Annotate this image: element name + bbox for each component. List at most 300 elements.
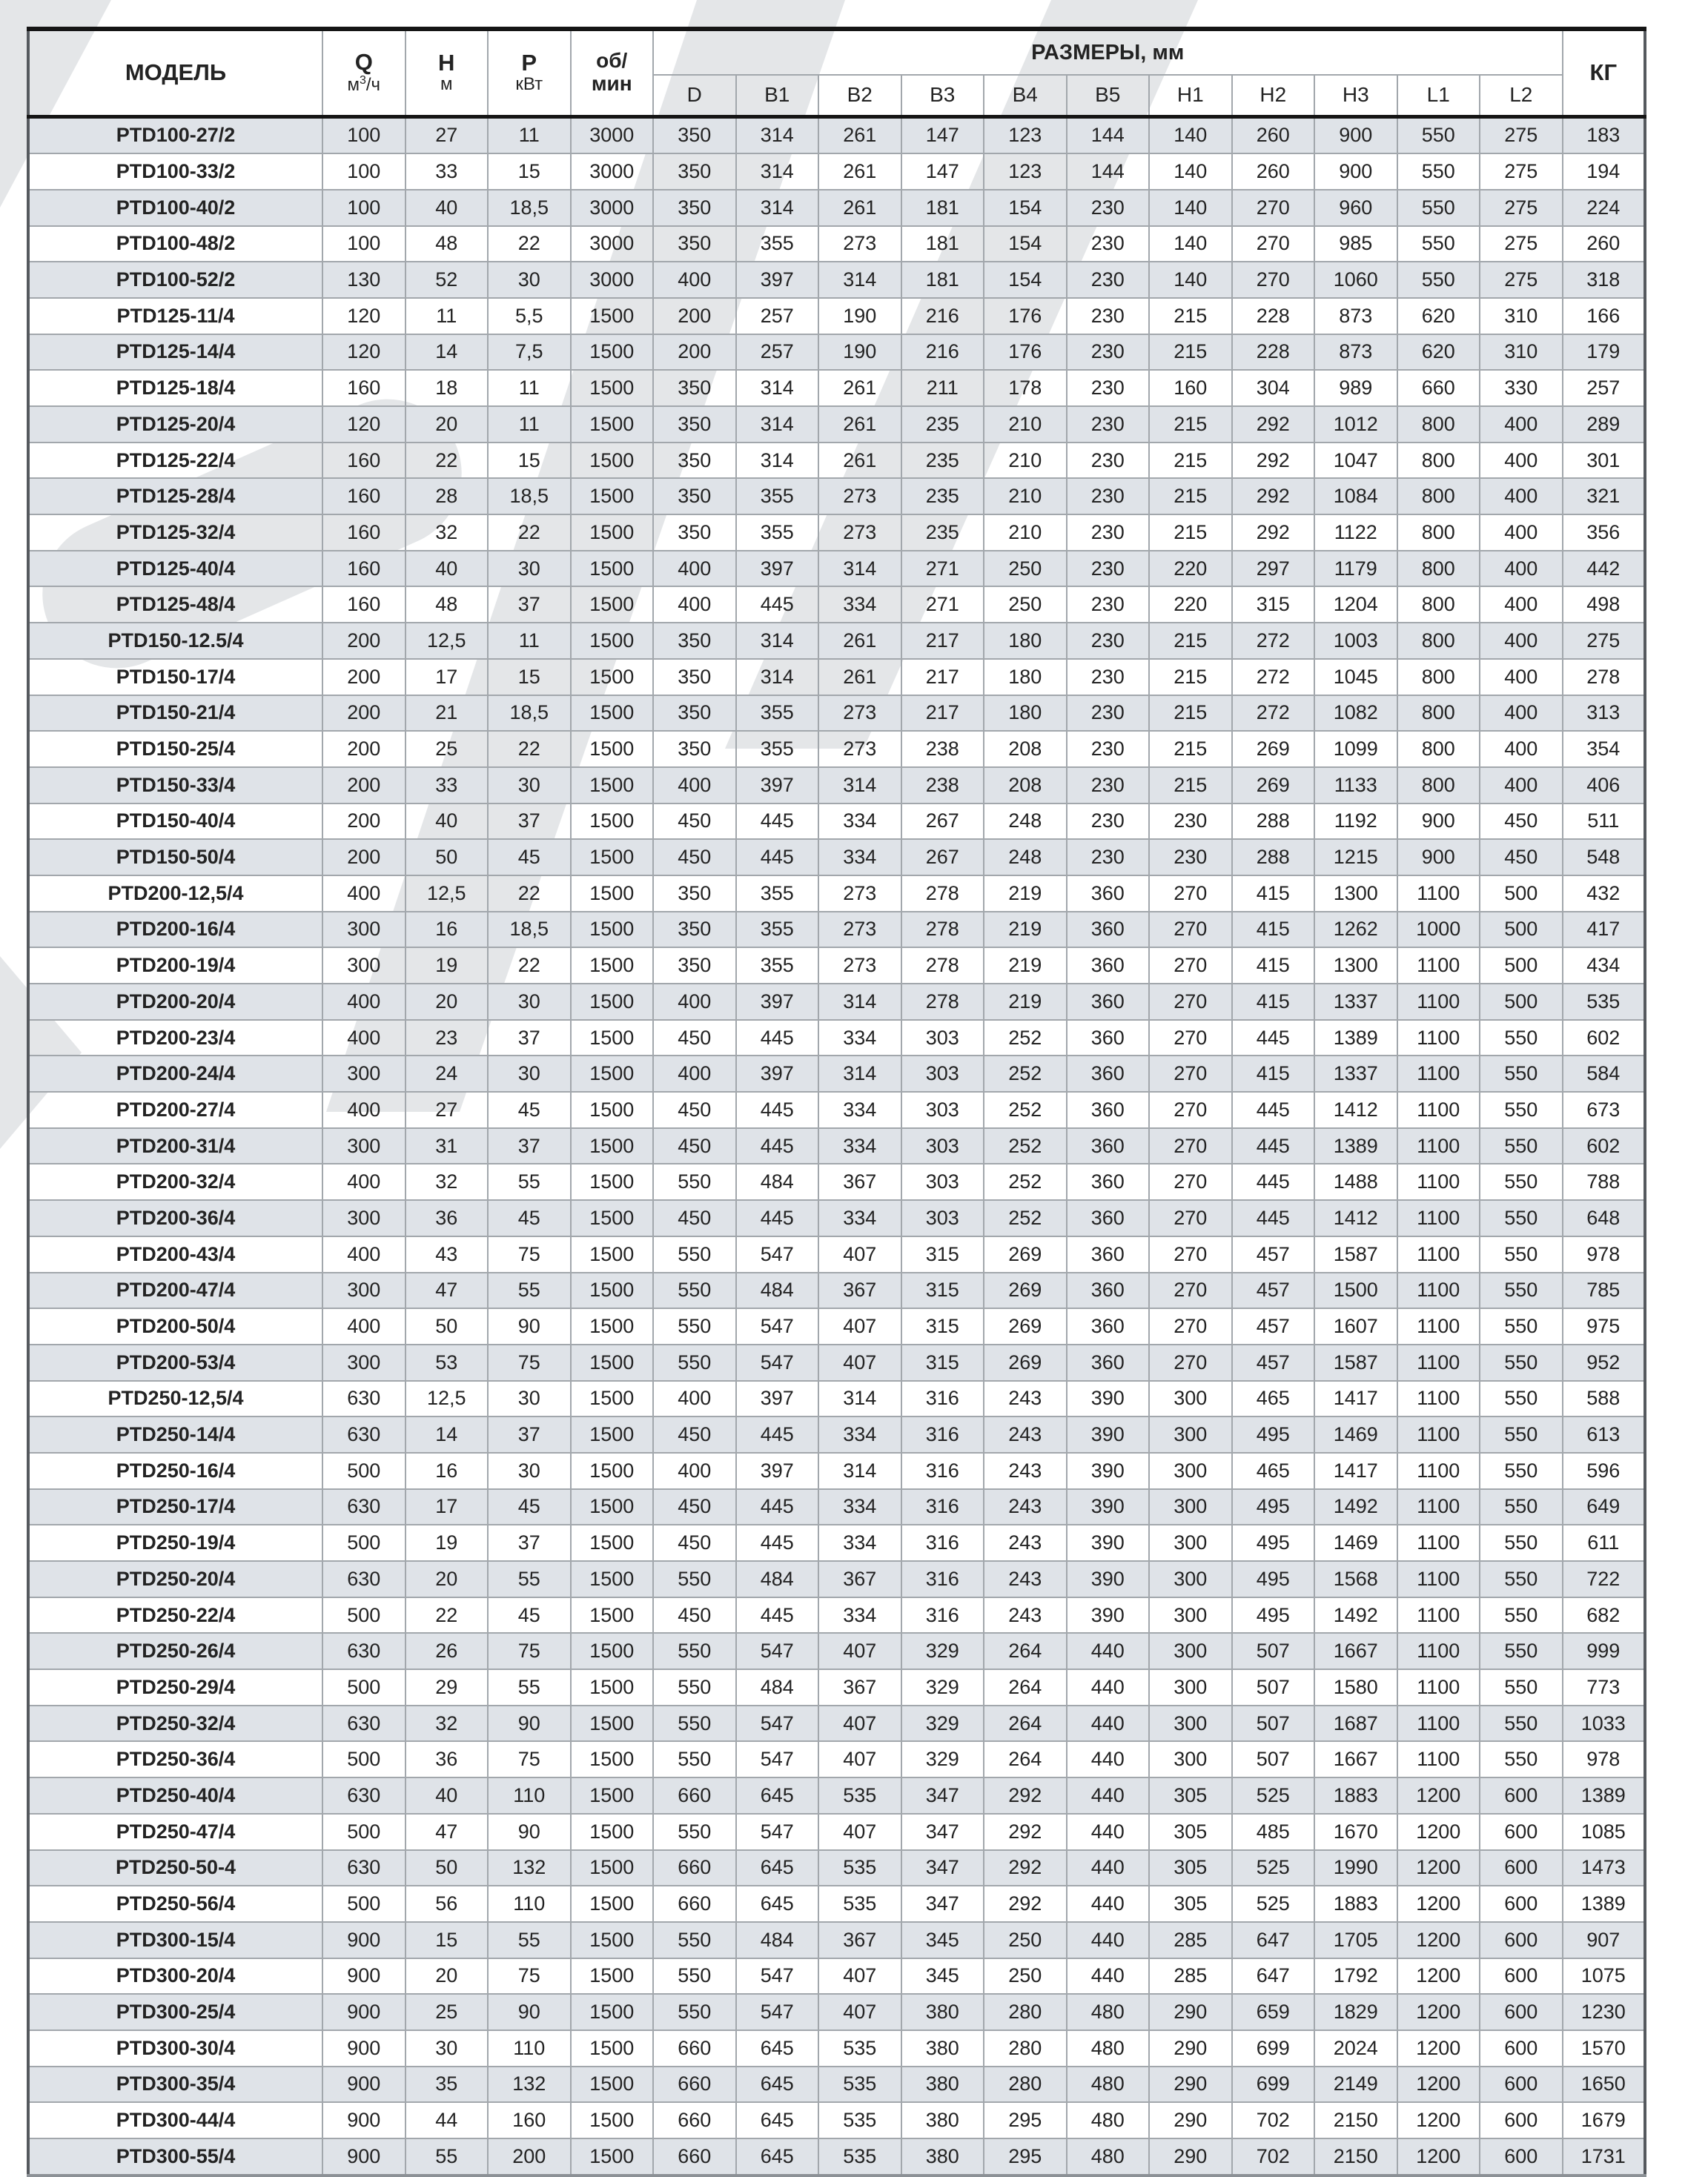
value-cell: 380 — [901, 2030, 984, 2067]
value-cell: 215 — [1149, 767, 1232, 803]
value-cell: 1389 — [1314, 1020, 1397, 1056]
value-cell: 45 — [488, 1092, 571, 1128]
value-cell: 275 — [1480, 262, 1563, 298]
table-row — [28, 406, 1645, 443]
value-cell: 360 — [1067, 1164, 1150, 1200]
value-cell: 230 — [1067, 767, 1150, 803]
value-cell: 224 — [1563, 190, 1646, 226]
model-cell: PTD250-20/4 — [28, 1561, 322, 1597]
value-cell: 602 — [1563, 1020, 1646, 1056]
value-cell: 18,5 — [488, 478, 571, 514]
value-cell: 261 — [818, 406, 901, 443]
value-cell: 1082 — [1314, 695, 1397, 732]
value-cell: 660 — [653, 2067, 736, 2103]
value-cell: 550 — [653, 1922, 736, 1958]
value-cell: 450 — [653, 1597, 736, 1634]
table-row — [28, 1200, 1645, 1236]
value-cell: 217 — [901, 695, 984, 732]
value-cell: 400 — [1480, 478, 1563, 514]
value-cell: 440 — [1067, 1741, 1150, 1777]
table-row — [28, 2138, 1645, 2176]
value-cell: 22 — [488, 226, 571, 262]
column-header-b3: B3 — [901, 75, 984, 116]
value-cell: 300 — [322, 947, 406, 984]
value-cell: 278 — [901, 912, 984, 948]
table-row — [28, 1525, 1645, 1561]
value-cell: 648 — [1563, 1200, 1646, 1236]
value-cell: 230 — [1067, 803, 1150, 840]
value-cell: 380 — [901, 2138, 984, 2176]
value-cell: 1500 — [571, 1453, 654, 1489]
value-cell: 900 — [322, 2067, 406, 2103]
value-cell: 800 — [1397, 443, 1480, 479]
value-cell: 800 — [1397, 586, 1480, 623]
value-cell: 535 — [818, 1886, 901, 1922]
value-cell: 270 — [1149, 1200, 1232, 1236]
value-cell: 985 — [1314, 226, 1397, 262]
value-cell: 415 — [1232, 912, 1315, 948]
value-cell: 400 — [653, 586, 736, 623]
value-cell: 252 — [984, 1092, 1067, 1128]
value-cell: 450 — [1480, 803, 1563, 840]
value-cell: 30 — [488, 1453, 571, 1489]
value-cell: 24 — [406, 1056, 489, 1092]
value-cell: 1500 — [571, 370, 654, 406]
value-cell: 550 — [1480, 1525, 1563, 1561]
value-cell: 630 — [322, 1633, 406, 1669]
value-cell: 252 — [984, 1164, 1067, 1200]
value-cell: 350 — [653, 116, 736, 153]
value-cell: 484 — [736, 1669, 819, 1706]
value-cell: 56 — [406, 1886, 489, 1922]
value-cell: 397 — [736, 767, 819, 803]
value-cell: 11 — [406, 298, 489, 334]
value-cell: 400 — [322, 984, 406, 1020]
value-cell: 267 — [901, 803, 984, 840]
value-cell: 450 — [653, 1200, 736, 1236]
value-cell: 32 — [406, 1706, 489, 1742]
value-cell: 550 — [653, 1994, 736, 2030]
value-cell: 200 — [322, 695, 406, 732]
model-cell: PTD200-16/4 — [28, 912, 322, 948]
value-cell: 278 — [1563, 659, 1646, 695]
value-cell: 380 — [901, 2102, 984, 2138]
value-cell: 1607 — [1314, 1308, 1397, 1345]
value-cell: 228 — [1232, 334, 1315, 371]
value-cell: 355 — [736, 912, 819, 948]
value-cell: 380 — [901, 2067, 984, 2103]
value-cell: 952 — [1563, 1345, 1646, 1381]
value-cell: 722 — [1563, 1561, 1646, 1597]
value-cell: 1412 — [1314, 1092, 1397, 1128]
model-cell: PTD150-40/4 — [28, 803, 322, 840]
value-cell: 300 — [1149, 1453, 1232, 1489]
value-cell: 272 — [1232, 623, 1315, 659]
value-cell: 37 — [488, 1128, 571, 1164]
model-cell: PTD150-21/4 — [28, 695, 322, 732]
value-cell: 314 — [736, 623, 819, 659]
model-cell: PTD300-20/4 — [28, 1958, 322, 1995]
table-header — [28, 29, 1645, 116]
table-row — [28, 478, 1645, 514]
value-cell: 22 — [488, 731, 571, 767]
value-cell: 303 — [901, 1164, 984, 1200]
model-cell: PTD250-12,5/4 — [28, 1381, 322, 1417]
value-cell: 257 — [736, 298, 819, 334]
value-cell: 1500 — [571, 1416, 654, 1453]
value-cell: 1469 — [1314, 1416, 1397, 1453]
value-cell: 273 — [818, 875, 901, 912]
value-cell: 450 — [1480, 839, 1563, 875]
model-cell: PTD200-12,5/4 — [28, 875, 322, 912]
value-cell: 355 — [736, 695, 819, 732]
value-cell: 1200 — [1397, 1850, 1480, 1886]
value-cell: 1492 — [1314, 1489, 1397, 1525]
value-cell: 19 — [406, 1525, 489, 1561]
value-cell: 445 — [1232, 1092, 1315, 1128]
value-cell: 252 — [984, 1200, 1067, 1236]
model-cell: PTD125-20/4 — [28, 406, 322, 443]
value-cell: 264 — [984, 1633, 1067, 1669]
value-cell: 360 — [1067, 1020, 1150, 1056]
value-cell: 699 — [1232, 2030, 1315, 2067]
value-cell: 645 — [736, 2138, 819, 2176]
value-cell: 550 — [653, 1273, 736, 1309]
value-cell: 550 — [653, 1561, 736, 1597]
value-cell: 267 — [901, 839, 984, 875]
value-cell: 1075 — [1563, 1958, 1646, 1995]
value-cell: 1679 — [1563, 2102, 1646, 2138]
table-row — [28, 1561, 1645, 1597]
value-cell: 440 — [1067, 1669, 1150, 1706]
value-cell: 415 — [1232, 947, 1315, 984]
value-cell: 702 — [1232, 2138, 1315, 2176]
value-cell: 305 — [1149, 1850, 1232, 1886]
value-cell: 90 — [488, 1706, 571, 1742]
value-cell: 415 — [1232, 875, 1315, 912]
value-cell: 15 — [406, 1922, 489, 1958]
value-cell: 548 — [1563, 839, 1646, 875]
value-cell: 230 — [1067, 226, 1150, 262]
value-cell: 465 — [1232, 1381, 1315, 1417]
table-row — [28, 1633, 1645, 1669]
value-cell: 800 — [1397, 514, 1480, 551]
value-cell: 16 — [406, 912, 489, 948]
value-cell: 22 — [406, 1597, 489, 1634]
value-cell: 345 — [901, 1922, 984, 1958]
value-cell: 36 — [406, 1741, 489, 1777]
value-cell: 248 — [984, 839, 1067, 875]
value-cell: 390 — [1067, 1381, 1150, 1417]
value-cell: 260 — [1232, 153, 1315, 190]
value-cell: 15 — [488, 443, 571, 479]
value-cell: 1500 — [571, 1020, 654, 1056]
value-cell: 37 — [488, 1416, 571, 1453]
value-cell: 154 — [984, 226, 1067, 262]
value-cell: 445 — [736, 1020, 819, 1056]
value-cell: 1500 — [571, 1922, 654, 1958]
model-cell: PTD200-36/4 — [28, 1200, 322, 1236]
value-cell: 215 — [1149, 443, 1232, 479]
value-cell: 30 — [488, 767, 571, 803]
value-cell: 345 — [901, 1958, 984, 1995]
value-cell: 1230 — [1563, 1994, 1646, 2030]
value-cell: 45 — [488, 1200, 571, 1236]
value-cell: 37 — [488, 1020, 571, 1056]
value-cell: 216 — [901, 298, 984, 334]
model-cell: PTD250-56/4 — [28, 1886, 322, 1922]
value-cell: 978 — [1563, 1236, 1646, 1273]
value-cell: 2150 — [1314, 2138, 1397, 2176]
value-cell: 1100 — [1397, 1236, 1480, 1273]
value-cell: 270 — [1149, 1273, 1232, 1309]
value-cell: 1412 — [1314, 1200, 1397, 1236]
value-cell: 2024 — [1314, 2030, 1397, 2067]
value-cell: 314 — [818, 1056, 901, 1092]
value-cell: 400 — [653, 1381, 736, 1417]
value-cell: 550 — [1480, 1381, 1563, 1417]
value-cell: 160 — [322, 514, 406, 551]
value-cell: 1500 — [571, 586, 654, 623]
value-cell: 400 — [1480, 767, 1563, 803]
value-cell: 22 — [488, 514, 571, 551]
value-cell: 154 — [984, 190, 1067, 226]
value-cell: 397 — [736, 1381, 819, 1417]
value-cell: 1883 — [1314, 1777, 1397, 1814]
value-cell: 295 — [984, 2138, 1067, 2176]
value-cell: 550 — [653, 1814, 736, 1850]
model-cell: PTD200-27/4 — [28, 1092, 322, 1128]
value-cell: 300 — [1149, 1489, 1232, 1525]
value-cell: 208 — [984, 767, 1067, 803]
value-cell: 75 — [488, 1236, 571, 1273]
column-group-dimensions: РАЗМЕРЫ, мм — [653, 29, 1563, 75]
value-cell: 55 — [406, 2138, 489, 2176]
value-cell: 900 — [1397, 839, 1480, 875]
value-cell: 270 — [1149, 1345, 1232, 1381]
value-cell: 1500 — [571, 1381, 654, 1417]
value-cell: 1500 — [571, 2102, 654, 2138]
value-cell: 600 — [1480, 2067, 1563, 2103]
value-cell: 511 — [1563, 803, 1646, 840]
value-cell: 550 — [1480, 1416, 1563, 1453]
value-cell: 300 — [322, 912, 406, 948]
value-cell: 12,5 — [406, 1381, 489, 1417]
value-cell: 243 — [984, 1561, 1067, 1597]
value-cell: 211 — [901, 370, 984, 406]
model-cell: PTD125-22/4 — [28, 443, 322, 479]
table-row — [28, 1236, 1645, 1273]
value-cell: 100 — [322, 226, 406, 262]
value-cell: 630 — [322, 1489, 406, 1525]
value-cell: 269 — [984, 1345, 1067, 1381]
value-cell: 44 — [406, 2102, 489, 2138]
value-cell: 390 — [1067, 1453, 1150, 1489]
value-cell: 272 — [1232, 695, 1315, 732]
value-cell: 440 — [1067, 1958, 1150, 1995]
value-cell: 250 — [984, 586, 1067, 623]
value-cell: 1500 — [571, 334, 654, 371]
value-cell: 445 — [1232, 1164, 1315, 1200]
model-cell: PTD250-50-4 — [28, 1850, 322, 1886]
value-cell: 611 — [1563, 1525, 1646, 1561]
value-cell: 300 — [1149, 1741, 1232, 1777]
value-cell: 1500 — [571, 1200, 654, 1236]
value-cell: 367 — [818, 1669, 901, 1706]
value-cell: 600 — [1480, 2102, 1563, 2138]
value-cell: 900 — [322, 2102, 406, 2138]
value-cell: 238 — [901, 767, 984, 803]
value-cell: 300 — [322, 1128, 406, 1164]
value-cell: 900 — [322, 2138, 406, 2176]
model-cell: PTD150-25/4 — [28, 731, 322, 767]
value-cell: 178 — [984, 370, 1067, 406]
value-cell: 484 — [736, 1164, 819, 1200]
value-cell: 1500 — [571, 1092, 654, 1128]
value-cell: 190 — [818, 298, 901, 334]
value-cell: 55 — [488, 1561, 571, 1597]
value-cell: 397 — [736, 984, 819, 1020]
value-cell: 270 — [1149, 1308, 1232, 1345]
value-cell: 154 — [984, 262, 1067, 298]
value-cell: 360 — [1067, 1056, 1150, 1092]
value-cell: 30 — [488, 1381, 571, 1417]
value-cell: 1500 — [571, 695, 654, 732]
value-cell: 290 — [1149, 1994, 1232, 2030]
value-cell: 550 — [653, 1706, 736, 1742]
value-cell: 500 — [1480, 912, 1563, 948]
table-row — [28, 153, 1645, 190]
value-cell: 52 — [406, 262, 489, 298]
value-cell: 400 — [1480, 623, 1563, 659]
value-cell: 23 — [406, 1020, 489, 1056]
value-cell: 547 — [736, 1633, 819, 1669]
value-cell: 288 — [1232, 803, 1315, 840]
value-cell: 907 — [1563, 1922, 1646, 1958]
value-cell: 407 — [818, 1345, 901, 1381]
value-cell: 334 — [818, 1200, 901, 1236]
value-cell: 200 — [322, 803, 406, 840]
value-cell: 219 — [984, 947, 1067, 984]
value-cell: 1500 — [571, 1056, 654, 1092]
value-cell: 600 — [1480, 1850, 1563, 1886]
value-cell: 660 — [653, 1777, 736, 1814]
value-cell: 495 — [1232, 1489, 1315, 1525]
value-cell: 14 — [406, 334, 489, 371]
value-cell: 219 — [984, 984, 1067, 1020]
table-row — [28, 912, 1645, 948]
model-cell: PTD250-17/4 — [28, 1489, 322, 1525]
value-cell: 295 — [984, 2102, 1067, 2138]
value-cell: 355 — [736, 731, 819, 767]
value-cell: 1650 — [1563, 2067, 1646, 2103]
value-cell: 1100 — [1397, 1489, 1480, 1525]
value-cell: 334 — [818, 586, 901, 623]
value-cell: 620 — [1397, 334, 1480, 371]
value-cell: 682 — [1563, 1597, 1646, 1634]
value-cell: 230 — [1067, 695, 1150, 732]
table-row — [28, 1669, 1645, 1706]
value-cell: 1200 — [1397, 2067, 1480, 2103]
value-cell: 31 — [406, 1128, 489, 1164]
value-cell: 314 — [818, 984, 901, 1020]
value-cell: 1100 — [1397, 1056, 1480, 1092]
value-cell: 250 — [984, 1922, 1067, 1958]
value-cell: 440 — [1067, 1922, 1150, 1958]
value-cell: 1200 — [1397, 1958, 1480, 1995]
value-cell: 440 — [1067, 1777, 1150, 1814]
value-cell: 355 — [736, 875, 819, 912]
value-cell: 18,5 — [488, 190, 571, 226]
value-cell: 550 — [653, 1958, 736, 1995]
value-cell: 397 — [736, 262, 819, 298]
value-cell: 140 — [1149, 190, 1232, 226]
value-cell: 495 — [1232, 1416, 1315, 1453]
value-cell: 1100 — [1397, 1273, 1480, 1309]
value-cell: 550 — [1397, 262, 1480, 298]
value-cell: 270 — [1149, 1092, 1232, 1128]
value-cell: 1200 — [1397, 2138, 1480, 2176]
value-cell: 316 — [901, 1525, 984, 1561]
table-row — [28, 298, 1645, 334]
value-cell: 1200 — [1397, 1922, 1480, 1958]
value-cell: 230 — [1067, 190, 1150, 226]
value-cell: 314 — [736, 370, 819, 406]
value-cell: 1500 — [571, 1958, 654, 1995]
value-cell: 252 — [984, 1020, 1067, 1056]
value-cell: 400 — [653, 767, 736, 803]
value-cell: 75 — [488, 1958, 571, 1995]
value-cell: 360 — [1067, 1273, 1150, 1309]
table-row — [28, 659, 1645, 695]
value-cell: 235 — [901, 443, 984, 479]
value-cell: 873 — [1314, 298, 1397, 334]
value-cell: 600 — [1480, 2138, 1563, 2176]
value-cell: 1100 — [1397, 1128, 1480, 1164]
value-cell: 334 — [818, 1092, 901, 1128]
value-cell: 160 — [322, 586, 406, 623]
value-cell: 1792 — [1314, 1958, 1397, 1995]
value-cell: 1687 — [1314, 1706, 1397, 1742]
value-cell: 230 — [1067, 731, 1150, 767]
model-cell: PTD100-27/2 — [28, 116, 322, 153]
value-cell: 480 — [1067, 2030, 1150, 2067]
value-cell: 360 — [1067, 912, 1150, 948]
value-cell: 3000 — [571, 190, 654, 226]
value-cell: 269 — [984, 1236, 1067, 1273]
value-cell: 550 — [1480, 1561, 1563, 1597]
value-cell: 90 — [488, 1814, 571, 1850]
value-cell: 1012 — [1314, 406, 1397, 443]
value-cell: 123 — [984, 116, 1067, 153]
value-cell: 275 — [1480, 190, 1563, 226]
value-cell: 22 — [406, 443, 489, 479]
value-cell: 440 — [1067, 1850, 1150, 1886]
value-cell: 800 — [1397, 478, 1480, 514]
value-cell: 550 — [1480, 1706, 1563, 1742]
model-cell: PTD200-53/4 — [28, 1345, 322, 1381]
value-cell: 400 — [1480, 731, 1563, 767]
value-cell: 314 — [736, 190, 819, 226]
value-cell: 1100 — [1397, 1525, 1480, 1561]
value-cell: 480 — [1067, 2067, 1150, 2103]
value-cell: 37 — [488, 803, 571, 840]
value-cell: 1045 — [1314, 659, 1397, 695]
value-cell: 550 — [1480, 1308, 1563, 1345]
value-cell: 300 — [322, 1345, 406, 1381]
table-row — [28, 334, 1645, 371]
value-cell: 1204 — [1314, 586, 1397, 623]
